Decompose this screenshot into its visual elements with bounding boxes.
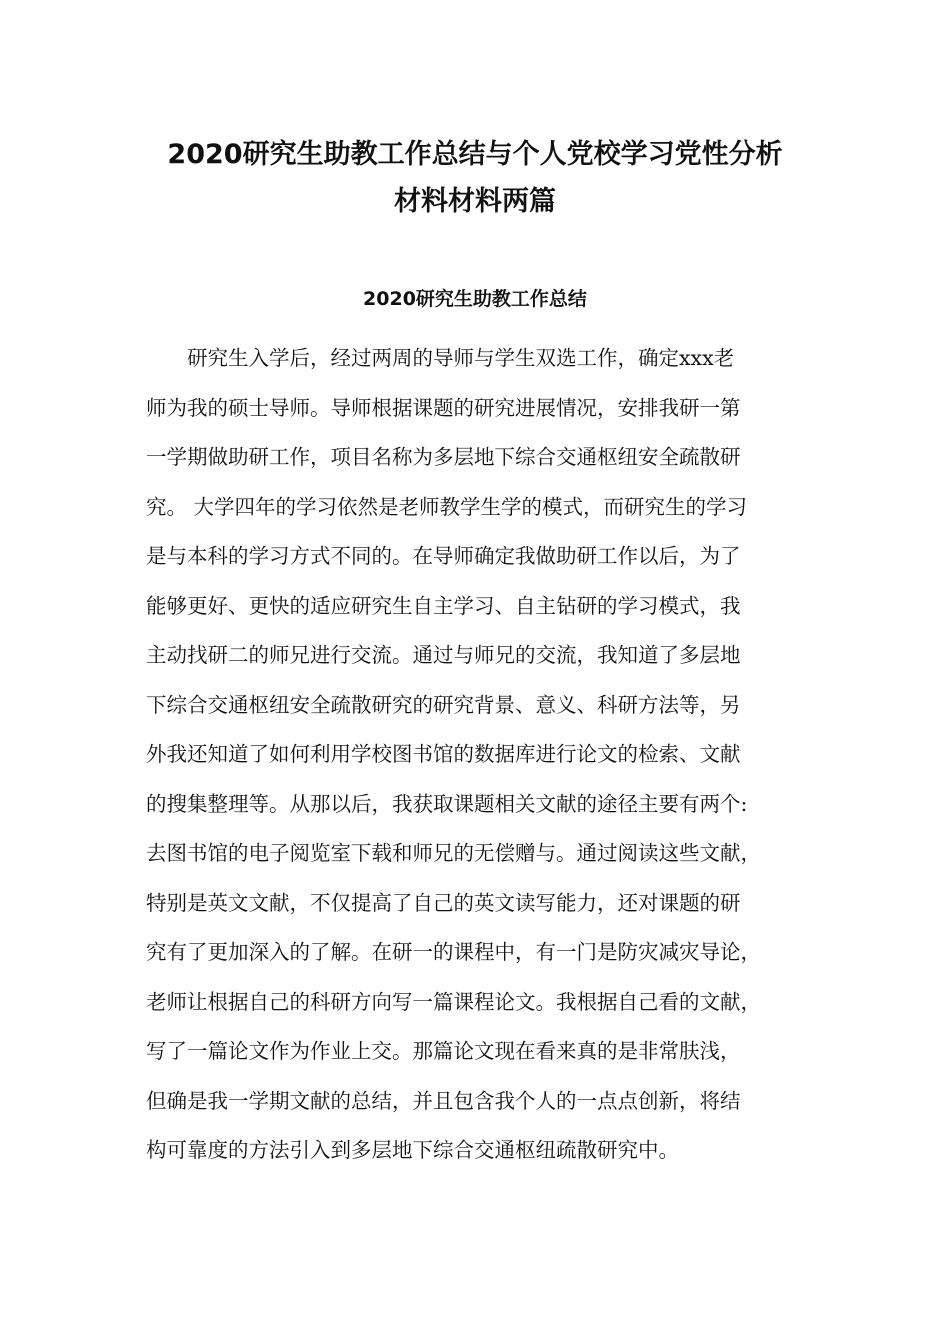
body-line-9: 外我还知道了如何利用学校图书馆的数据库进行论文的检索、文献: [146, 742, 741, 766]
body-line-8: 下综合交通枢纽安全疏散研究的研究背景、意义、科研方法等，另: [146, 693, 741, 717]
body-line-7: 主动找研二的师兄进行交流。通过与师兄的交流，我知道了多层地: [146, 643, 741, 667]
body-line-14: 老师让根据自己的科研方向写一篇课程论文。我根据自己看的文献，: [146, 990, 761, 1014]
body-line-11: 去图书馆的电子阅览室下载和师兄的无偿赠与。通过阅读这些文献，: [146, 841, 761, 865]
section-heading: 2020研究生助教工作总结: [363, 288, 587, 310]
body-line-3: 一学期做助研工作，项目名称为多层地下综合交通枢纽安全疏散研: [146, 445, 741, 469]
body-line-4: 究。 大学四年的学习依然是老师教学生学的模式，而研究生的学习: [146, 495, 748, 519]
body-line-13: 究有了更加深入的了解。在研一的课程中，有一门是防灾减灾导论，: [146, 940, 761, 964]
body-line-10: 的搜集整理等。从那以后，我获取课题相关文献的途径主要有两个:: [146, 792, 748, 816]
body-line-17: 构可靠度的方法引入到多层地下综合交通枢纽疏散研究中。: [146, 1138, 679, 1162]
body-line-5: 是与本科的学习方式不同的。在导师确定我做助研工作以后，为了: [146, 544, 741, 568]
body-line-2: 师为我的硕士导师。导师根据课题的研究进展情况，安排我研一第: [146, 396, 741, 420]
body-line-1: 研究生入学后，经过两周的导师与学生双选工作，确定xxx老: [146, 346, 735, 370]
body-line-12: 特别是英文文献，不仅提高了自己的英文读写能力，还对课题的研: [146, 891, 741, 915]
body-line-16: 但确是我一学期文献的总结，并且包含我个人的一点点创新，将结: [146, 1089, 741, 1113]
body-line-6: 能够更好、更快的适应研究生自主学习、自主钻研的学习模式，我: [146, 594, 741, 618]
document-title-line-1: 2020研究生助教工作总结与个人党校学习党性分析: [167, 139, 783, 170]
body-line-15: 写了一篇论文作为作业上交。那篇论文现在看来真的是非常肤浅，: [146, 1039, 741, 1063]
document-title-line-2: 材料材料两篇: [394, 186, 556, 217]
